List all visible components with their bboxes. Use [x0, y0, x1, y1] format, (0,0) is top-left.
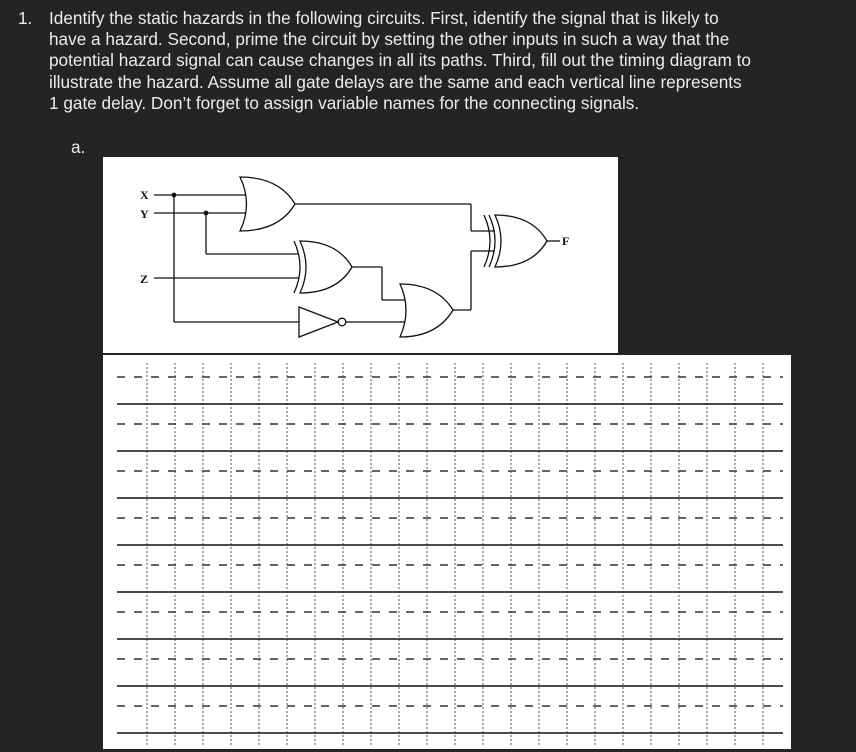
or-gate-1 [240, 177, 295, 231]
or-gate-3 [400, 284, 453, 337]
f-label: F [562, 234, 570, 248]
question-text: Identify the static hazards in the following circuits. First, identify the signal that is likely to have a hazard. Second, prime the circuit by setting the other inputs in such a way that the potential hazard signal can cause changes in all its paths. Third, fill out the timing diagram to illustrate the hazard. Assume all gate delays are the same and each vertical line represents 1 gate delay. Don’t forget to assign variable names for the connecting signals. [49, 8, 751, 113]
question-block [18, 8, 818, 114]
or-gate-4 [495, 215, 547, 267]
gate2-extra-curve [294, 241, 300, 293]
x-label: X [140, 188, 149, 202]
y-junction-dot [204, 211, 209, 216]
x-junction-dot [172, 193, 177, 198]
question-number: 1. [18, 8, 33, 28]
y-label: Y [140, 207, 149, 221]
part-label: a. [71, 137, 86, 157]
gate4-extra-curve-1 [484, 215, 490, 267]
or-gate-2 [300, 241, 352, 293]
z-label: Z [140, 272, 149, 286]
timing-diagram [103, 355, 791, 749]
not-gate [299, 307, 338, 337]
circuit-diagram [103, 157, 618, 353]
